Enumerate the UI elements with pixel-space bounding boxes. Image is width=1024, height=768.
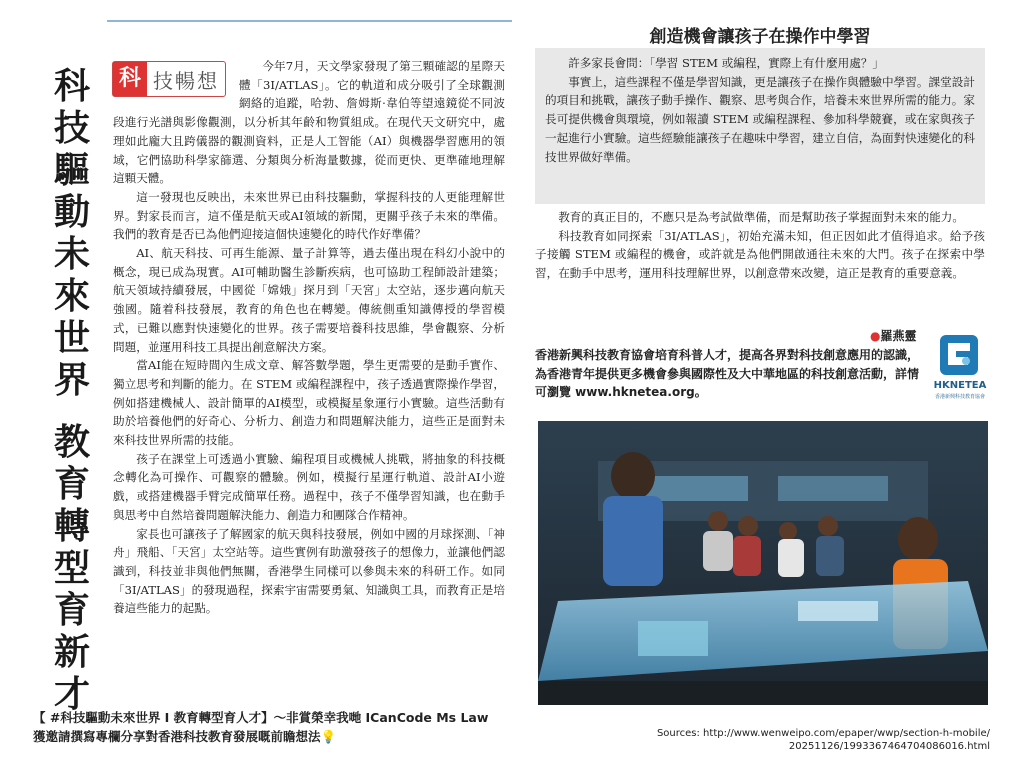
article-paragraph: 家長也可讓孩子了解國家的航天與科技發展，例如中國的月球探測、「神舟」飛船、「天宮」太空站等。這些實例有助激發孩子的想像力，並讓他們認識到，科技並非與他們無關，香港學生同樣可以參與未來的科研工作。如同「3I/ATLAS」的發現過程，探索宇宙需要勇氣、知識與工具，而教育正是培養這些能力的起點。 (113, 526, 505, 616)
column-tag-mark: 科 (113, 62, 147, 96)
article-paragraph: 這一發現也反映出，未來世界已由科技驅動，掌握科技的人更能理解世界。對家長而言，這不僅是航天或AI領域的新聞，更關乎孩子未來的準備。我們的教育是否已為他們迎接這個快速變化的時代作好準備？ (113, 189, 505, 242)
headline-char: 世 (53, 318, 90, 359)
headline-char: 科 (53, 66, 90, 107)
logo-subtitle: 香港新興科技教育協會 (934, 394, 985, 400)
headline-char: 新 (53, 632, 90, 673)
right-article-body (535, 208, 985, 283)
article-paragraph: 孩子在課堂上可透過小實驗、編程項目或機械人挑戰，將抽象的科技概念轉化為可操作、可觀察的體驗。例如，模擬行星運行軌道、設計AI小遊戲，或搭建機器手臂完成簡單任務。過程中，孩子不僅學習知識，也在動手與思考中自然培養問題解決能力、創造力和團隊合作精神。 (113, 451, 505, 522)
series-note (33, 708, 533, 746)
vertical-headline (38, 66, 106, 716)
article-paragraph: 今年7月，天文學家發現了第三顆確認的星際天體「3I/ATLAS」。它的軌道和成分吸引了全球觀測網絡的追蹤，哈勃、詹姆斯·韋伯等望遠鏡從不同波段進行光譜與影像觀測，以分析其年齡和物質組成。在現代天文研究中，處理如此龐大且跨儀器的觀測資料，正是人工智能（AI）與機器學習應用的領域，它們協助科學家篩選、分類與分析海量數據，從而更快、更準確地理解這顆天體。 (113, 59, 505, 186)
series-line: 獲邀請撰寫專欄分享對香港科技教育發展嘅前瞻想法💡 (33, 729, 337, 744)
headline-char: 驅 (53, 150, 90, 191)
headline-char: 轉 (53, 506, 90, 547)
headline-char: 才 (53, 674, 90, 715)
highlight-box-text (545, 54, 975, 166)
logo-wordmark: HKNETEA (933, 380, 987, 391)
box-paragraph: 事實上，這些課程不僅是學習知識，更是讓孩子在操作與體驗中學習。課堂設計的項目和挑戰，讓孩子動手操作、觀察、思考與合作，培養未來世界所需的能力。家長可提供機會與環境，例如報讀 STEM 或編程課程、參加科學競賽，或在家與孩子一起進行小實驗。這些經驗能讓孩子在趣味中學習，建立自信，為面對快速變化的科技世界做好準備。 (545, 74, 975, 164)
top-rule (107, 20, 512, 22)
organization-note: 香港新興科技教育協會培育科普人才，提高各界對科技創意應用的認識，為香港青年提供更多機會參與國際性及大中華地區的科技創意活動，詳情可瀏覽 www.hknetea.org。 (535, 348, 920, 399)
article-paragraph: 科技教育如同探索「3I/ATLAS」，初始充滿未知，但正因如此才值得追求。給予孩子接觸 STEM 或編程的機會，或許就是為他們開啟通往未來的大門。孩子在探索中學習，在動手中思考，運用科技理解世界，以創意帶來改變，這正是教育的重要意義。 (535, 228, 985, 281)
headline-char: 動 (53, 192, 90, 233)
section-title: 創造機會讓孩子在操作中學習 (649, 27, 871, 47)
headline-char: 育 (53, 464, 90, 505)
article-paragraph: 當AI能在短時間內生成文章、解答數學題，學生更需要的是動手實作、獨立思考和判斷的能力。在 STEM 或編程課程中，孩子透過實際操作學習，例如搭建機械人、設計簡單的AI模型，或模擬星象運行小實驗。這些活動有助於培養他們的好奇心、分析力、創造力和問題解決能力，這些正是面對未來科技世界所需的技能。 (113, 358, 505, 448)
series-line: 【 #科技驅動未來世界 I 教育轉型育人才】～非賞榮幸我哋 ICanCode Ms Law (33, 710, 489, 725)
author-byline (870, 327, 917, 344)
headline-char: 來 (53, 276, 90, 317)
source-line: Sources: http://www.wenweipo.com/epaper/wwp/section-h-mobile/ (656, 728, 990, 739)
column-tag-space (113, 57, 239, 113)
headline-char: 未 (53, 234, 90, 275)
headline-char: 技 (53, 108, 90, 149)
headline-char: 型 (53, 548, 90, 589)
headline-char: 育 (53, 590, 90, 631)
left-article-body (113, 57, 505, 618)
source-line: 20251126/1993367464704086016.html (788, 741, 990, 752)
column-tag-text: 技暢想 (153, 68, 220, 93)
source-note (620, 727, 990, 753)
box-paragraph: 許多家長會問：「學習 STEM 或編程，實際上有什麼用處？」 (568, 56, 885, 70)
byline-dot-icon: ● (870, 329, 881, 343)
headline-char: 界 (53, 360, 90, 401)
author-name: 羅燕靈 (880, 329, 917, 343)
classroom-photo (538, 421, 988, 705)
article-paragraph: AI、航天科技、可再生能源、量子計算等，過去僅出現在科幻小說中的概念，現已成為現實。AI可輔助醫生診斷疾病，也可協助工程師設計建築；航天領域持續發展，中國從「嫦娥」探月到「天宮」太空站，逐步邁向航天強國。隨着科技發展，教育的角色也在轉變。傳統側重知識傳授的學習模式，已難以應對快速變化的世界。孩子需要培養科技思維，學會觀察、分析問題，並運用科技工具提出創意解決方案。 (113, 246, 505, 354)
headline-char: 教 (53, 422, 90, 463)
article-paragraph: 教育的真正目的，不應只是為考試做準備，而是幫助孩子掌握面對未來的能力。 (558, 210, 964, 224)
headline-gap (38, 402, 106, 422)
